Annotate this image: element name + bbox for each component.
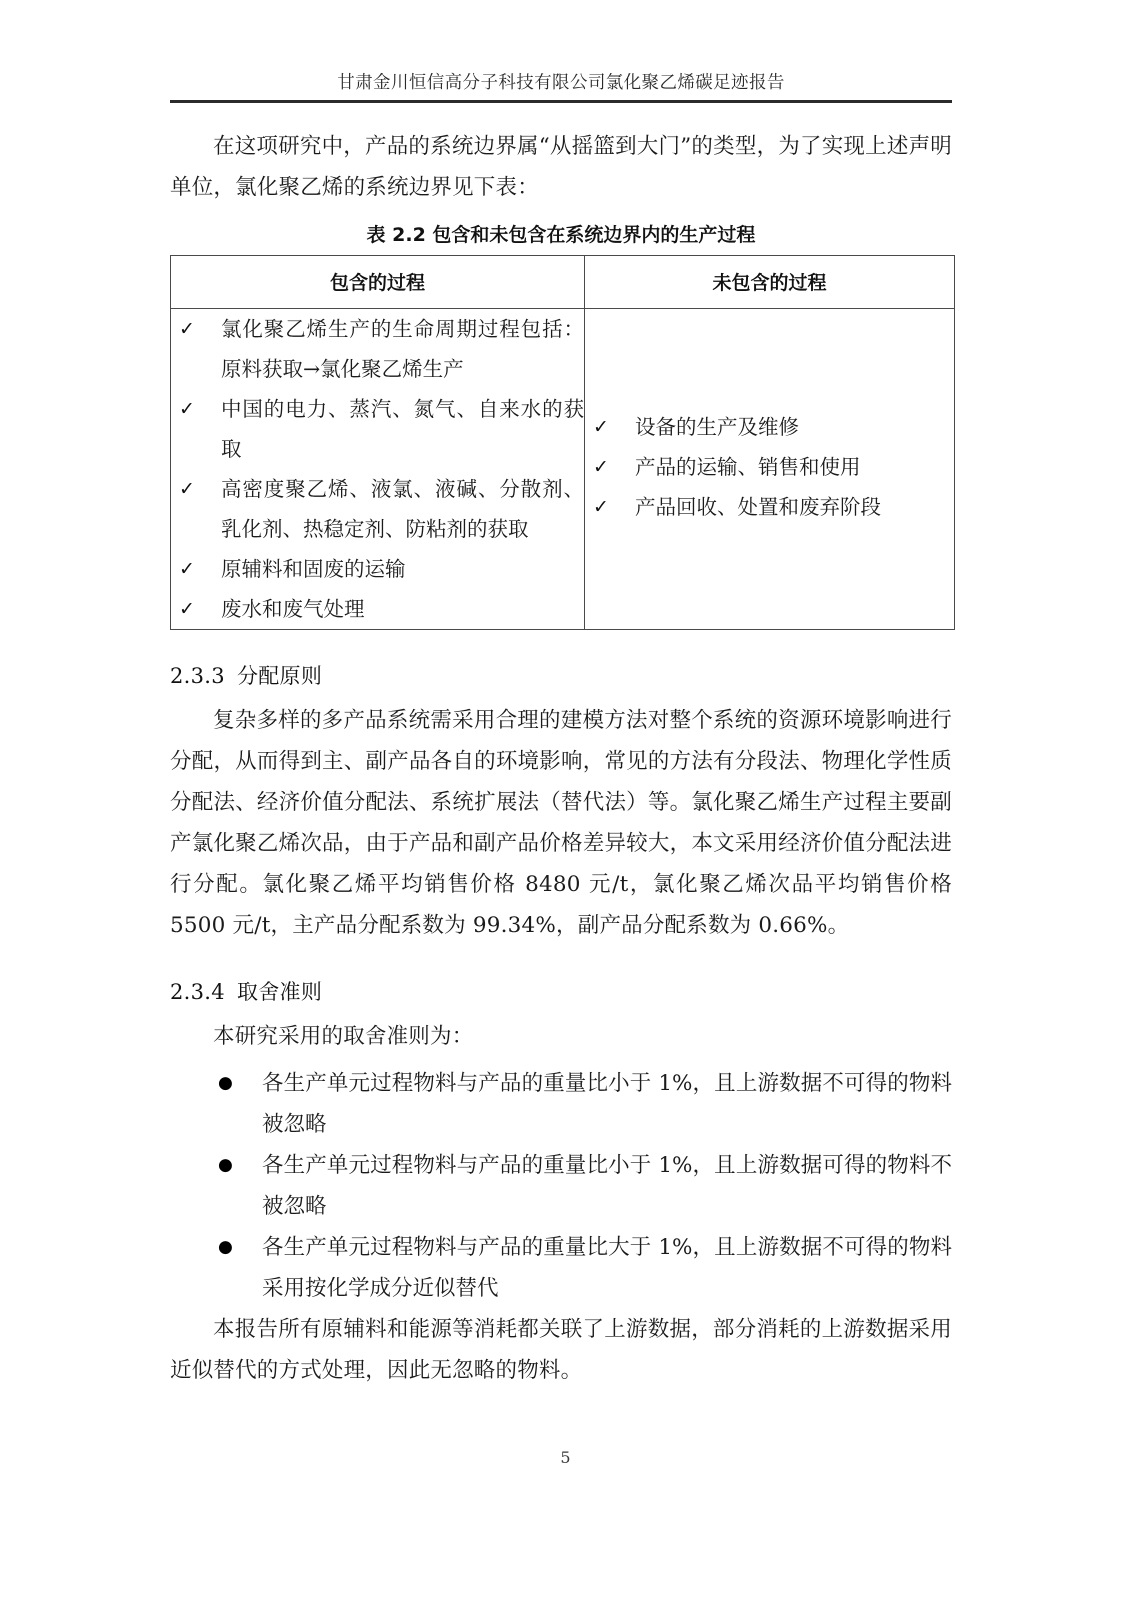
table-header-row (171, 255, 955, 308)
page-content (170, 126, 952, 1391)
included-process-list (171, 309, 584, 629)
running-header-title: 甘肃金川恒信高分子科技有限公司氯化聚乙烯碳足迹报告 (337, 73, 785, 93)
check-icon: ✓ (179, 477, 195, 500)
bullet-icon: ● (218, 1236, 233, 1257)
table-header-excluded: 未包含的过程 (585, 255, 955, 308)
list-item-label: 产品回收、处置和废弃阶段 (635, 494, 881, 519)
excluded-processes-cell (585, 308, 955, 629)
list-item-label: 原辅料和固废的运输 (221, 556, 406, 581)
list-item-label: 各生产单元过程物料与产品的重量比小于 1%，且上游数据不可得的物料被忽略 (262, 1070, 952, 1137)
section-title: 取舍准则 (236, 979, 323, 1004)
list-item (171, 549, 584, 589)
bullet-icon: ● (218, 1072, 233, 1093)
section-heading-234 (170, 972, 952, 1012)
table-caption: 表 2.2 包含和未包含在系统边界内的生产过程 (366, 224, 756, 246)
list-item (585, 407, 954, 447)
section-number: 2.3.3 (170, 663, 225, 688)
header-rule (170, 100, 952, 103)
system-boundary-table (170, 255, 955, 630)
list-item-label: 高密度聚乙烯、液氯、液碱、分散剂、乳化剂、热稳定剂、防粘剂的获取 (221, 476, 584, 541)
table-header-included: 包含的过程 (171, 255, 585, 308)
list-item (171, 469, 584, 549)
check-icon: ✓ (179, 597, 195, 620)
running-header (170, 72, 952, 103)
list-item-label: 各生产单元过程物料与产品的重量比大于 1%，且上游数据不可得的物料采用按化学成分近似替代 (262, 1234, 952, 1301)
check-icon: ✓ (593, 415, 609, 438)
list-item-label: 产品的运输、销售和使用 (635, 454, 861, 479)
section-title: 分配原则 (236, 663, 323, 688)
section-233-paragraph: 复杂多样的多产品系统需采用合理的建模方法对整个系统的资源环境影响进行分配，从而得到主、副产品各自的环境影响，常见的方法有分段法、物理化学性质分配法、经济价值分配法、系统扩展法（替代法）等。氯化聚乙烯生产过程主要副产氯化聚乙烯次品，由于产品和副产品价格差异较大，本文采用经济价值分配法进行分配。氯化聚乙烯平均销售价格 8480 元/t，氯化聚乙烯次品平均销售价格 5500 元/t，主产品分配系数为 99.34%，副产品分配系数为 0.66%。 (170, 707, 952, 938)
check-icon: ✓ (593, 495, 609, 518)
list-item (218, 1145, 952, 1227)
section-234-closing-paragraph: 本报告所有原辅料和能源等消耗都关联了上游数据，部分消耗的上游数据采用近似替代的方式处理，因此无忽略的物料。 (170, 1316, 952, 1383)
cutoff-criteria-list (170, 1063, 952, 1309)
page-number: 5 (560, 1448, 571, 1467)
list-item-label: 设备的生产及维修 (635, 414, 799, 439)
list-item (171, 309, 584, 389)
table-row (171, 308, 955, 629)
list-item-label: 中国的电力、蒸汽、氮气、自来水的获取 (221, 396, 584, 461)
list-item (171, 589, 584, 629)
included-processes-cell (171, 308, 585, 629)
section-234-lead-in: 本研究采用的取舍准则为： (213, 1023, 474, 1049)
check-icon: ✓ (179, 317, 195, 340)
list-item-label: 氯化聚乙烯生产的生命周期过程包括：原料获取→氯化聚乙烯生产 (221, 316, 584, 381)
list-item (171, 389, 584, 469)
section-heading-233 (170, 656, 952, 696)
list-item-label: 废水和废气处理 (221, 596, 365, 621)
check-icon: ✓ (179, 397, 195, 420)
check-icon: ✓ (593, 455, 609, 478)
list-item (218, 1063, 952, 1145)
check-icon: ✓ (179, 557, 195, 580)
excluded-process-list (585, 407, 954, 527)
intro-paragraph: 在这项研究中，产品的系统边界属“从摇篮到大门”的类型，为了实现上述声明单位，氯化聚乙烯的系统边界见下表： (170, 134, 952, 200)
section-number: 2.3.4 (170, 979, 225, 1004)
list-item (585, 447, 954, 487)
bullet-icon: ● (218, 1154, 233, 1175)
list-item (585, 487, 954, 527)
list-item-label: 各生产单元过程物料与产品的重量比小于 1%，且上游数据可得的物料不被忽略 (262, 1152, 952, 1219)
list-item (218, 1227, 952, 1309)
